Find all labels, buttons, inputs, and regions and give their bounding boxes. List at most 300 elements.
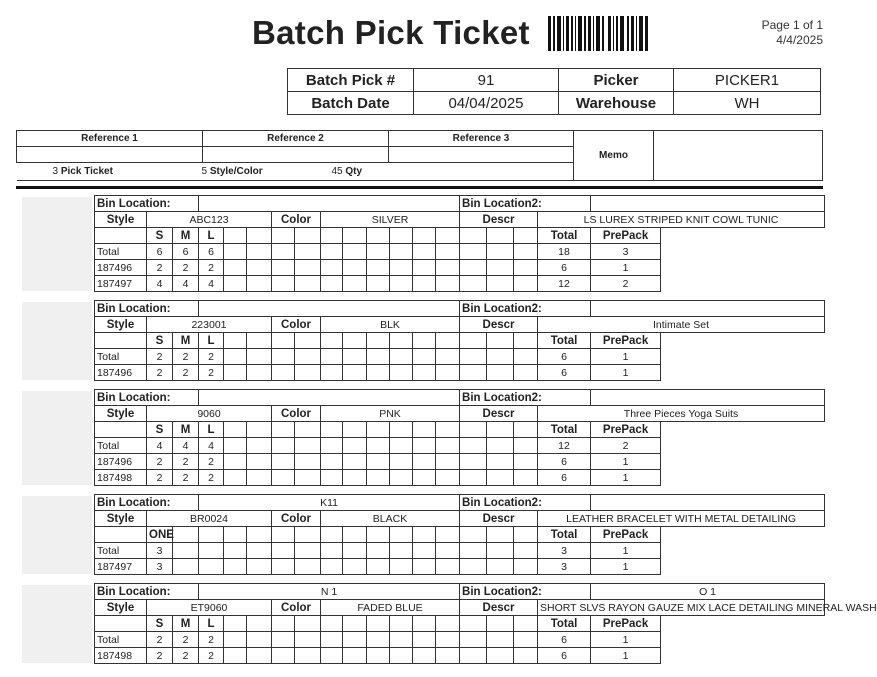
pick-item: [94, 300, 825, 381]
bin-location-value: [199, 390, 460, 406]
size-empty: [487, 276, 514, 292]
size-empty: [224, 422, 247, 438]
row-prepack: 1: [591, 365, 661, 381]
size-empty: [321, 422, 343, 438]
size-qty: 2: [147, 365, 173, 381]
size-empty: [460, 543, 487, 559]
size-empty: [436, 648, 460, 664]
size-empty: [224, 632, 247, 648]
size-empty: [295, 632, 321, 648]
size-empty: [295, 616, 321, 632]
row-total: 12: [538, 438, 591, 454]
style-value: ET9060: [147, 600, 272, 616]
size-empty: [487, 260, 514, 276]
style-label: Style: [95, 511, 147, 527]
color-value: BLACK: [321, 511, 460, 527]
size-empty: [367, 260, 390, 276]
bin-location2-label: Bin Location2:: [460, 584, 591, 600]
bin-location-value: N 1: [199, 584, 460, 600]
bin-location-value: [199, 196, 460, 212]
memo-value: [654, 131, 823, 181]
size-qty: 2: [147, 648, 173, 664]
row-total: 6: [538, 349, 591, 365]
size-empty: [272, 260, 295, 276]
size-empty: [487, 333, 514, 349]
bin-location-label: Bin Location:: [95, 390, 199, 406]
size-header-blank: [95, 616, 147, 632]
row-label: Total: [95, 632, 147, 648]
size-empty: [272, 422, 295, 438]
size-empty: [247, 648, 272, 664]
total-label: Total: [538, 616, 591, 632]
size-empty: [436, 454, 460, 470]
size-empty: [224, 616, 247, 632]
bin-location2-value: [591, 301, 825, 317]
size-qty: 2: [147, 632, 173, 648]
size-empty: [514, 470, 538, 486]
size-empty: [343, 648, 367, 664]
size-empty: [460, 349, 487, 365]
row-total: 3: [538, 543, 591, 559]
table-row: [95, 559, 825, 575]
size-empty: [367, 559, 390, 575]
bin-location2-value: [591, 390, 825, 406]
size-empty: [272, 228, 295, 244]
size-empty: [460, 244, 487, 260]
reference-2-value: [203, 147, 389, 163]
row-label: Total: [95, 543, 147, 559]
bin-location2-label: Bin Location2:: [460, 390, 591, 406]
size-empty: [514, 527, 538, 543]
size-empty: [224, 559, 247, 575]
size-empty: [413, 422, 436, 438]
row-prepack: 1: [591, 559, 661, 575]
size-empty: [436, 438, 460, 454]
size-empty: [413, 228, 436, 244]
color-label: Color: [272, 600, 321, 616]
size-empty: [247, 438, 272, 454]
total-label: Total: [538, 422, 591, 438]
prepack-label: PrePack: [591, 527, 661, 543]
warehouse-value: WH: [674, 92, 821, 115]
size-empty: [224, 438, 247, 454]
prepack-label: PrePack: [591, 616, 661, 632]
row-prepack: 1: [591, 632, 661, 648]
size-qty: 6: [173, 244, 199, 260]
size-empty: [487, 365, 514, 381]
bin-row: [95, 495, 825, 511]
size-empty: [487, 527, 514, 543]
size-empty: [487, 616, 514, 632]
size-label: S: [147, 228, 173, 244]
size-empty: [514, 349, 538, 365]
descr-label: Descr: [460, 317, 538, 333]
size-empty: [321, 244, 343, 260]
size-empty: [321, 616, 343, 632]
total-label: Total: [538, 228, 591, 244]
bin-location-label: Bin Location:: [95, 495, 199, 511]
size-empty: [295, 228, 321, 244]
size-qty: 2: [147, 470, 173, 486]
style-value: ABC123: [147, 212, 272, 228]
size-empty: [272, 527, 295, 543]
row-label: 187496: [95, 260, 147, 276]
size-empty: [460, 333, 487, 349]
size-empty: [343, 260, 367, 276]
size-empty: [343, 365, 367, 381]
size-empty: [367, 632, 390, 648]
size-empty: [514, 422, 538, 438]
size-empty: [436, 422, 460, 438]
bin-row: [95, 584, 825, 600]
size-empty: [390, 527, 413, 543]
size-header-blank: [95, 333, 147, 349]
size-label: L: [199, 422, 224, 438]
size-empty: [413, 543, 436, 559]
bin-location2-value: O 1: [591, 584, 825, 600]
size-empty: [436, 559, 460, 575]
size-empty: [247, 333, 272, 349]
size-header-row: [95, 422, 825, 438]
row-total: 12: [538, 276, 591, 292]
size-empty: [295, 543, 321, 559]
size-empty: [343, 333, 367, 349]
size-qty: 2: [173, 648, 199, 664]
bin-row: [95, 196, 825, 212]
bin-location-label: Bin Location:: [95, 301, 199, 317]
bin-row: [95, 301, 825, 317]
size-empty: [487, 454, 514, 470]
size-qty: 2: [173, 454, 199, 470]
size-empty: [272, 349, 295, 365]
memo-label: Memo: [574, 131, 654, 181]
row-prepack: 1: [591, 349, 661, 365]
size-empty: [390, 632, 413, 648]
size-label: L: [199, 616, 224, 632]
size-empty: [460, 276, 487, 292]
size-empty: [367, 365, 390, 381]
size-empty: [224, 228, 247, 244]
size-empty: [343, 470, 367, 486]
size-empty: [247, 276, 272, 292]
size-empty: [343, 244, 367, 260]
size-label: M: [173, 333, 199, 349]
size-empty: [514, 260, 538, 276]
size-empty: [460, 260, 487, 276]
size-empty: [436, 632, 460, 648]
size-label: ONE: [147, 527, 173, 543]
size-empty: [436, 527, 460, 543]
size-empty: [247, 616, 272, 632]
size-empty: [436, 228, 460, 244]
size-empty: [460, 228, 487, 244]
bin-row: [95, 390, 825, 406]
bin-location2-label: Bin Location2:: [460, 301, 591, 317]
row-total: 6: [538, 260, 591, 276]
bin-location-label: Bin Location:: [95, 196, 199, 212]
size-header-row: [95, 333, 825, 349]
size-empty: [295, 349, 321, 365]
size-empty: [224, 543, 247, 559]
size-empty: [487, 228, 514, 244]
size-empty: [460, 438, 487, 454]
bin-location2-value: [591, 495, 825, 511]
size-empty: [367, 438, 390, 454]
size-header-blank: [95, 527, 147, 543]
size-empty: [390, 559, 413, 575]
size-qty: 2: [147, 454, 173, 470]
size-empty: [487, 648, 514, 664]
row-prepack: 1: [591, 543, 661, 559]
size-empty: [295, 422, 321, 438]
style-label: Style: [95, 600, 147, 616]
size-empty: [487, 244, 514, 260]
size-empty: [224, 333, 247, 349]
style-row: [95, 600, 825, 616]
descr-value: LS LUREX STRIPED KNIT COWL TUNIC: [538, 212, 825, 228]
row-prepack: 1: [591, 648, 661, 664]
descr-value: SHORT SLVS RAYON GAUZE MIX LACE DETAILING MINERAL WASH: [538, 600, 825, 616]
row-total: 6: [538, 632, 591, 648]
row-total: 6: [538, 365, 591, 381]
size-empty: [413, 438, 436, 454]
size-qty: 2: [173, 260, 199, 276]
size-empty: [343, 616, 367, 632]
size-empty: [343, 543, 367, 559]
row-total: 3: [538, 559, 591, 575]
size-label: S: [147, 616, 173, 632]
style-label: Style: [95, 406, 147, 422]
descr-value: Intimate Set: [538, 317, 825, 333]
size-empty: [413, 276, 436, 292]
size-empty: [343, 559, 367, 575]
size-empty: [436, 244, 460, 260]
size-empty: [343, 438, 367, 454]
row-total: 6: [538, 470, 591, 486]
size-empty: [413, 559, 436, 575]
item-image-placeholder: [22, 197, 92, 291]
size-empty: [514, 228, 538, 244]
style-row: [95, 317, 825, 333]
size-empty: [514, 543, 538, 559]
size-empty: [247, 559, 272, 575]
size-empty: [173, 527, 199, 543]
reference-3-value: [389, 147, 574, 163]
table-row: [95, 454, 825, 470]
bin-location2-label: Bin Location2:: [460, 196, 591, 212]
size-empty: [367, 543, 390, 559]
size-empty: [224, 454, 247, 470]
row-label: 187497: [95, 559, 147, 575]
size-empty: [199, 543, 224, 559]
size-empty: [514, 276, 538, 292]
reference-3-label: Reference 3: [389, 131, 574, 147]
size-empty: [487, 559, 514, 575]
size-empty: [367, 527, 390, 543]
prepack-label: PrePack: [591, 333, 661, 349]
size-qty: 4: [173, 276, 199, 292]
size-empty: [272, 365, 295, 381]
size-qty: 2: [147, 260, 173, 276]
size-empty: [390, 260, 413, 276]
row-prepack: 1: [591, 454, 661, 470]
size-empty: [247, 228, 272, 244]
reference-summary: [17, 163, 574, 181]
size-empty: [272, 648, 295, 664]
row-prepack: 1: [591, 260, 661, 276]
row-label: Total: [95, 349, 147, 365]
size-empty: [295, 559, 321, 575]
pick-ticket-label: Pick Ticket: [60, 166, 113, 177]
size-empty: [295, 276, 321, 292]
style-value: 223001: [147, 317, 272, 333]
size-empty: [487, 470, 514, 486]
picker-value: PICKER1: [674, 69, 821, 92]
item-image-placeholder: [22, 391, 92, 485]
size-empty: [367, 333, 390, 349]
prepack-label: PrePack: [591, 228, 661, 244]
size-empty: [295, 365, 321, 381]
table-row: [95, 470, 825, 486]
size-empty: [514, 648, 538, 664]
size-empty: [487, 422, 514, 438]
batch-header-table: [287, 68, 821, 115]
size-empty: [224, 365, 247, 381]
table-row: [95, 438, 825, 454]
size-empty: [390, 438, 413, 454]
pick-item: [94, 583, 877, 664]
table-row: [95, 648, 825, 664]
table-row: [95, 543, 825, 559]
size-empty: [173, 543, 199, 559]
size-empty: [390, 333, 413, 349]
batch-pick-label: Batch Pick #: [288, 69, 414, 92]
size-qty: 4: [173, 438, 199, 454]
section-divider: [16, 186, 823, 189]
row-total: 18: [538, 244, 591, 260]
table-row: [95, 349, 825, 365]
size-empty: [390, 454, 413, 470]
size-qty: 2: [199, 470, 224, 486]
size-empty: [367, 616, 390, 632]
size-label: S: [147, 422, 173, 438]
qty-label: Qty: [345, 166, 363, 177]
size-empty: [321, 349, 343, 365]
size-header-row: [95, 527, 825, 543]
row-label: 187498: [95, 470, 147, 486]
descr-value: LEATHER BRACELET WITH METAL DETAILING: [538, 511, 825, 527]
warehouse-label: Warehouse: [559, 92, 674, 115]
table-row: [95, 260, 825, 276]
size-empty: [321, 454, 343, 470]
size-empty: [514, 616, 538, 632]
size-empty: [460, 527, 487, 543]
size-empty: [413, 349, 436, 365]
size-qty: 2: [173, 632, 199, 648]
size-empty: [224, 260, 247, 276]
size-empty: [436, 276, 460, 292]
size-empty: [199, 559, 224, 575]
size-header-blank: [95, 228, 147, 244]
size-qty: 6: [199, 244, 224, 260]
size-empty: [247, 260, 272, 276]
size-qty: 2: [199, 632, 224, 648]
size-empty: [390, 648, 413, 664]
size-empty: [343, 228, 367, 244]
size-empty: [460, 559, 487, 575]
size-empty: [247, 454, 272, 470]
row-prepack: 2: [591, 276, 661, 292]
size-empty: [224, 648, 247, 664]
pick-item: [94, 494, 825, 575]
color-value: SILVER: [321, 212, 460, 228]
descr-value: Three Pieces Yoga Suits: [538, 406, 825, 422]
size-empty: [460, 616, 487, 632]
size-empty: [367, 349, 390, 365]
size-empty: [413, 470, 436, 486]
bin-location-label: Bin Location:: [95, 584, 199, 600]
size-empty: [343, 454, 367, 470]
descr-label: Descr: [460, 212, 538, 228]
size-empty: [460, 470, 487, 486]
size-empty: [247, 527, 272, 543]
size-qty: 2: [173, 470, 199, 486]
size-empty: [247, 422, 272, 438]
item-table: [94, 583, 877, 664]
size-empty: [413, 648, 436, 664]
size-empty: [367, 454, 390, 470]
size-empty: [436, 260, 460, 276]
size-empty: [413, 365, 436, 381]
size-empty: [514, 632, 538, 648]
style-color-label: Style/Color: [209, 166, 263, 177]
size-empty: [321, 527, 343, 543]
size-empty: [199, 527, 224, 543]
size-empty: [514, 559, 538, 575]
size-header-row: [95, 228, 825, 244]
batch-pick-value: 91: [414, 69, 559, 92]
reference-1-label: Reference 1: [17, 131, 203, 147]
size-qty: 2: [199, 648, 224, 664]
bin-location2-label: Bin Location2:: [460, 495, 591, 511]
size-empty: [436, 616, 460, 632]
size-empty: [460, 648, 487, 664]
color-value: PNK: [321, 406, 460, 422]
row-label: 187496: [95, 454, 147, 470]
total-label: Total: [538, 333, 591, 349]
size-empty: [321, 438, 343, 454]
size-empty: [247, 349, 272, 365]
size-empty: [436, 349, 460, 365]
size-qty: 4: [147, 276, 173, 292]
size-empty: [272, 438, 295, 454]
size-empty: [321, 260, 343, 276]
total-label: Total: [538, 527, 591, 543]
pick-item: [94, 195, 825, 292]
size-qty: 3: [147, 559, 173, 575]
size-empty: [367, 648, 390, 664]
size-empty: [272, 559, 295, 575]
row-prepack: 3: [591, 244, 661, 260]
size-label: L: [199, 228, 224, 244]
size-qty: 4: [199, 438, 224, 454]
item-image-placeholder: [22, 496, 92, 574]
size-empty: [295, 454, 321, 470]
size-empty: [343, 422, 367, 438]
size-empty: [295, 260, 321, 276]
row-prepack: 2: [591, 438, 661, 454]
size-empty: [295, 527, 321, 543]
